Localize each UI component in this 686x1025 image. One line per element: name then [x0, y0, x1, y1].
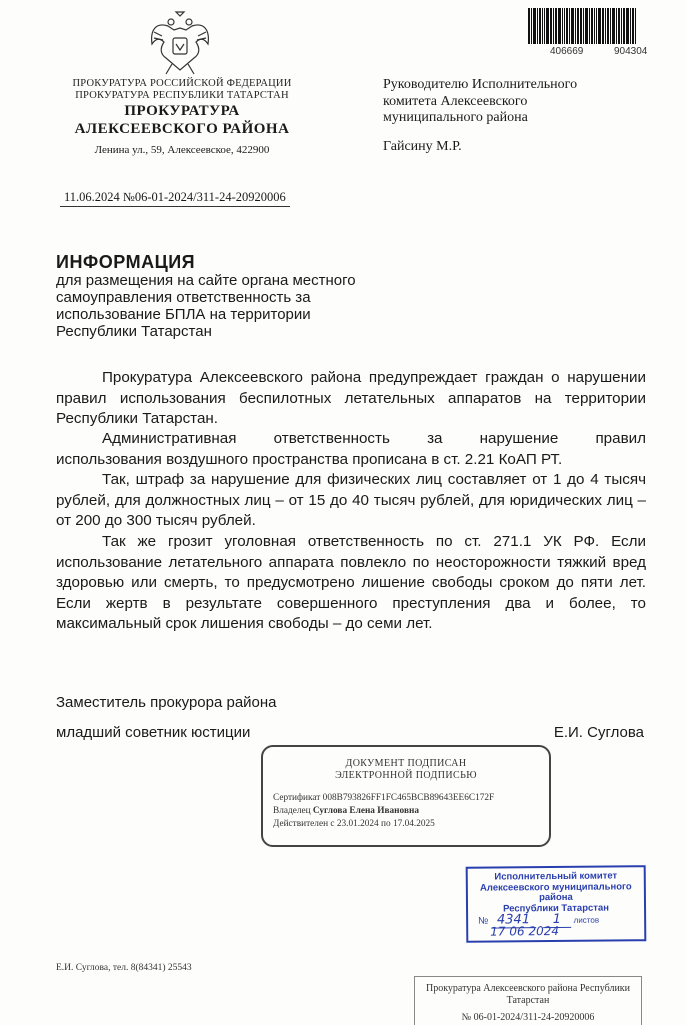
org-name-line-2: АЛЕКСЕЕВСКОГО РАЙОНА — [74, 121, 290, 137]
signer-position-line-2: младший советник юстиции — [56, 724, 251, 741]
stamp-line-2: Алексеевского муниципального района — [479, 880, 632, 904]
esig-cert-value: 008B793826FF1FC465BCB89643EE6C172F — [322, 793, 495, 803]
signer-position-line-1: Заместитель прокурора района — [56, 694, 277, 711]
stamp-line-1: Исполнительный комитет — [494, 870, 618, 883]
barcode-number-left: 406669 — [550, 46, 584, 57]
esig-certificate — [273, 792, 549, 805]
stamp-number-label: № — [478, 915, 489, 927]
body-paragraph-2 — [56, 429, 646, 470]
reg-line-1: Прокуратура Алексеевского района Республики — [425, 983, 631, 994]
info-sub-line-3: использование БПЛА на территории — [56, 306, 311, 323]
org-line-1: ПРОКУРАТУРА РОССИЙСКОЙ ФЕДЕРАЦИИ — [72, 78, 292, 89]
barcode — [528, 8, 658, 60]
esig-validity — [273, 818, 549, 831]
esig-valid-to-label: по — [381, 819, 391, 829]
esig-valid-from: 23.01.2024 — [336, 819, 379, 829]
incoming-registration-stamp — [466, 865, 647, 943]
addressee-line-1: Руководителю Исполнительного — [383, 77, 578, 92]
org-line-2: ПРОКУРАТУРА РЕСПУБЛИКИ ТАТАРСТАН — [75, 90, 289, 101]
body-paragraph-4: Так же грозит уголовная ответственность по ст. 271.1 УК РФ. Если использование летательного аппарата повлекло по неосторожности тяжкий вред здоровью или смерть, то предусмотрено лишение свободы сроком до пяти лет. Если жертв в результате совершенного преступления два и более, то максимальный срок лишения свободы – до семи лет. — [56, 533, 646, 632]
info-sub-line-1: для размещения на сайте органа местного — [56, 272, 356, 289]
footer-contact: Е.И. Суглова, тел. 8(84341) 25543 — [56, 963, 192, 973]
stamp-number-value: 4341 — [491, 912, 536, 928]
registration-box — [414, 976, 642, 1025]
document-reference: 11.06.2024 №06-01-2024/311-24-20920006 — [60, 190, 290, 207]
addressee-line-3: муниципального района — [383, 110, 528, 125]
stamp-date-value: 17 06 2024 — [490, 923, 560, 939]
coat-of-arms-emblem — [146, 8, 214, 78]
info-subtitle — [56, 272, 386, 340]
body-paragraph-3: Так, штраф за нарушение для физических лиц составляет от 1 до 4 тысяч рублей, для должностных лиц – от 15 до 40 тысяч рублей, для юридических лиц – от 200 до 300 тысяч рублей. — [56, 471, 646, 529]
stamp-sheets-value: 1 — [543, 912, 571, 928]
body-paragraph-2-line-1: Административная ответственность за нарушение правил — [102, 430, 646, 447]
barcode-number-right: 904304 — [614, 46, 648, 57]
esig-owner-value: Суглова Елена Ивановна — [312, 806, 419, 816]
reg-line-2: Татарстан — [506, 995, 550, 1006]
electronic-signature-box — [261, 745, 551, 847]
reg-line-3: № 06-01-2024/311-24-20920006 — [461, 1012, 595, 1023]
stamp-line-3: Республики Татарстан — [503, 902, 610, 914]
body-paragraph-1: Прокуратура Алексеевского района предупреждает граждан о нарушении правил использования беспилотных летательных аппаратов на территории Республики Татарстан. — [56, 369, 646, 427]
esig-title-line-1: ДОКУМЕНТ ПОДПИСАН — [345, 758, 467, 769]
info-sub-line-4: Республики Татарстан — [56, 323, 212, 340]
org-address: Ленина ул., 59, Алексеевское, 422900 — [94, 144, 270, 156]
addressee-line-2: комитета Алексеевского — [383, 94, 528, 109]
esig-owner-label: Владелец — [273, 806, 311, 816]
org-name-line-1: ПРОКУРАТУРА — [124, 103, 240, 119]
barcode-bars — [528, 8, 658, 44]
esig-title-line-2: ЭЛЕКТРОННОЙ ПОДПИСЬЮ — [335, 770, 477, 781]
esig-owner — [273, 805, 549, 818]
esig-valid-to: 17.04.2025 — [392, 819, 435, 829]
body-paragraph-2-line-2: использования воздушного пространства прописана в ст. 2.21 КоАП РТ. — [56, 450, 563, 468]
signer-name: Е.И. Суглова — [553, 724, 644, 741]
esig-valid-label: Действителен с — [273, 819, 335, 829]
stamp-sheets-label: листов — [573, 915, 600, 925]
esig-cert-label: Сертификат — [273, 793, 321, 803]
info-title: ИНФОРМАЦИЯ — [56, 252, 196, 272]
addressee-name: Гайсину М.Р. — [383, 139, 462, 154]
info-sub-line-2: самоуправления ответственность за — [56, 289, 311, 306]
